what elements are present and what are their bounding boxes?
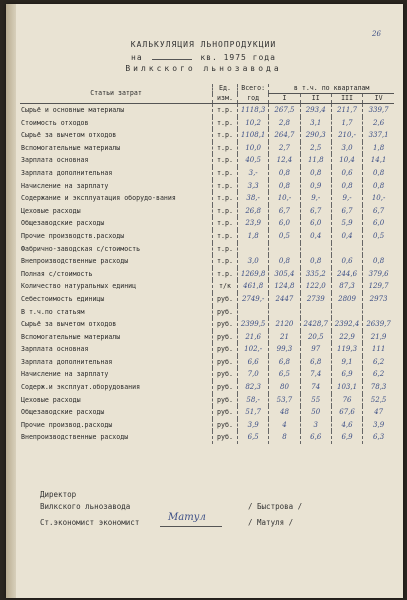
- cost-table: [20, 84, 394, 444]
- row-quarter-4-value: 379,6: [363, 268, 394, 281]
- document-title: КАЛЬКУЛЯЦИЯ ЛЬНОПРОДУКЦИИ: [130, 40, 277, 49]
- table-row: [20, 255, 394, 268]
- row-unit: т.р.: [213, 217, 238, 230]
- row-total-value: 10,0: [238, 142, 269, 155]
- subtitle-prefix: на: [131, 53, 143, 62]
- row-unit: т.р.: [213, 243, 238, 256]
- row-quarter-2-value: 6,0: [300, 217, 331, 230]
- table-row: [20, 293, 394, 306]
- header-quarters: в т.ч. по кварталам: [269, 84, 394, 94]
- row-quarter-2-value: 335,2: [300, 268, 331, 281]
- row-total-value: 3,-: [238, 167, 269, 180]
- row-total-value: 6,5: [238, 431, 269, 444]
- table-row: [20, 331, 394, 344]
- row-unit: руб.: [213, 394, 238, 407]
- row-total-value: 1269,8: [238, 268, 269, 281]
- row-quarter-4-value: 2973: [363, 293, 394, 306]
- row-quarter-2-value: 0,9: [300, 180, 331, 193]
- row-quarter-1-value: 124,8: [269, 280, 300, 293]
- binding-edge: [6, 4, 16, 598]
- table-row: [20, 419, 394, 432]
- row-total-value: 3,9: [238, 419, 269, 432]
- row-quarter-3-value: 9,-: [331, 192, 362, 205]
- row-total-value: 3,3: [238, 180, 269, 193]
- row-quarter-2-value: 50: [300, 406, 331, 419]
- row-quarter-3-value: 119,3: [331, 343, 362, 356]
- row-unit: т.р.: [213, 129, 238, 142]
- row-total-value: 38,-: [238, 192, 269, 205]
- row-total-value: 82,3: [238, 381, 269, 394]
- row-quarter-2-value: 293,4: [300, 104, 331, 117]
- row-label: В т.ч.по статьям: [21, 307, 85, 316]
- row-quarter-2-value: 6,8: [300, 356, 331, 369]
- row-quarter-3-value: 4,6: [331, 419, 362, 432]
- row-quarter-4-value: 0,5: [363, 230, 394, 243]
- row-quarter-4-value: 52,5: [363, 394, 394, 407]
- table-row: [20, 243, 394, 256]
- row-quarter-1-value: 2120: [269, 318, 300, 331]
- row-unit: руб.: [213, 356, 238, 369]
- row-quarter-2-value: 0,8: [300, 255, 331, 268]
- row-quarter-1-value: 21: [269, 331, 300, 344]
- row-quarter-1-value: 0,8: [269, 180, 300, 193]
- row-label: Общезаводские расходы: [21, 408, 105, 417]
- row-label: Общезаводские расходы: [21, 219, 105, 228]
- row-quarter-3-value: 87,3: [331, 280, 362, 293]
- row-label: Стоимость отходов: [21, 118, 89, 127]
- row-quarter-3-value: 244,6: [331, 268, 362, 281]
- row-quarter-1-value: [269, 243, 300, 256]
- row-quarter-3-value: 6,9: [331, 368, 362, 381]
- row-label: Прочие производств.расходы: [21, 231, 125, 240]
- header-total-1: Всего:: [238, 84, 269, 94]
- row-quarter-2-value: 2739: [300, 293, 331, 306]
- row-label: Цеховые расходы: [21, 395, 81, 404]
- table-row: [20, 381, 394, 394]
- row-quarter-4-value: 6,3: [363, 431, 394, 444]
- row-quarter-4-value: 6,2: [363, 356, 394, 369]
- row-unit: т.р.: [213, 117, 238, 130]
- row-total-value: 1118,3: [238, 104, 269, 117]
- row-unit: т/к: [213, 280, 238, 293]
- row-label: Зарплата основная: [21, 345, 89, 354]
- row-quarter-3-value: 0,8: [331, 180, 362, 193]
- footer-economist-name: / Матуля /: [248, 518, 294, 527]
- row-quarter-3-value: 0,6: [331, 255, 362, 268]
- table-row: [20, 192, 394, 205]
- quarter-blank: [152, 52, 192, 60]
- document-subtitle: [0, 52, 407, 62]
- row-unit: т.р.: [213, 104, 238, 117]
- row-quarter-1-value: 8: [269, 431, 300, 444]
- row-total-value: 2399,5: [238, 318, 269, 331]
- row-quarter-3-value: 76: [331, 394, 362, 407]
- row-quarter-1-value: 10,-: [269, 192, 300, 205]
- row-quarter-2-value: 290,3: [300, 129, 331, 142]
- row-quarter-3-value: [331, 243, 362, 256]
- row-quarter-3-value: 210,-: [331, 129, 362, 142]
- row-quarter-3-value: 0,4: [331, 230, 362, 243]
- row-quarter-1-value: 264,7: [269, 129, 300, 142]
- table-row: [20, 280, 394, 293]
- row-total-value: 1,8: [238, 230, 269, 243]
- table-row: [20, 129, 394, 142]
- table-row: [20, 117, 394, 130]
- row-unit: т.р.: [213, 268, 238, 281]
- row-quarter-3-value: 6,9: [331, 431, 362, 444]
- row-quarter-4-value: 129,7: [363, 280, 394, 293]
- row-quarter-2-value: 0,4: [300, 230, 331, 243]
- row-quarter-3-value: 1,7: [331, 117, 362, 130]
- row-quarter-1-value: 267,5: [269, 104, 300, 117]
- row-quarter-3-value: 211,7: [331, 104, 362, 117]
- header-q1: I: [269, 94, 300, 104]
- row-quarter-1-value: 0,5: [269, 230, 300, 243]
- row-label: Внепроизводственные расходы: [21, 257, 129, 266]
- row-label: Зарплата дополнительная: [21, 168, 113, 177]
- row-total-value: 51,7: [238, 406, 269, 419]
- row-quarter-2-value: 11,8: [300, 154, 331, 167]
- row-quarter-2-value: 97: [300, 343, 331, 356]
- row-quarter-4-value: 0,8: [363, 255, 394, 268]
- row-quarter-2-value: 0,8: [300, 167, 331, 180]
- row-label: Начисление на зарплату: [21, 370, 109, 379]
- row-label: Зарплата дополнительная: [21, 357, 113, 366]
- table-row: [20, 431, 394, 444]
- row-quarter-1-value: 4: [269, 419, 300, 432]
- row-quarter-4-value: 111: [363, 343, 394, 356]
- table-header-row-1: [20, 84, 394, 94]
- table-row: [20, 343, 394, 356]
- row-unit: руб.: [213, 318, 238, 331]
- table-row: [20, 217, 394, 230]
- header-q3: III: [331, 94, 362, 104]
- row-label: Вспомогательные материалы: [21, 143, 121, 152]
- row-quarter-3-value: 103,1: [331, 381, 362, 394]
- footer-plant: Вилкского льнозавода: [40, 502, 131, 511]
- row-label: Содержание и эксплуатация оборудо-вания: [21, 194, 176, 203]
- row-quarter-4-value: 14,1: [363, 154, 394, 167]
- row-quarter-1-value: 305,4: [269, 268, 300, 281]
- row-quarter-2-value: 6,6: [300, 431, 331, 444]
- row-quarter-2-value: [300, 306, 331, 319]
- footer-economist: Ст.экономист экономист: [40, 518, 140, 527]
- row-unit: руб.: [213, 343, 238, 356]
- row-quarter-2-value: 20,5: [300, 331, 331, 344]
- row-label: Содерж.и эксплуат.оборудования: [21, 383, 141, 392]
- row-quarter-2-value: 74: [300, 381, 331, 394]
- table-row: [20, 180, 394, 193]
- row-quarter-4-value: [363, 243, 394, 256]
- table-row: [20, 154, 394, 167]
- row-quarter-3-value: 2809: [331, 293, 362, 306]
- header-unit-1: Ед.: [213, 84, 238, 94]
- row-label: Вспомогательные материалы: [21, 332, 121, 341]
- row-quarter-4-value: 6,7: [363, 205, 394, 218]
- row-total-value: 6,6: [238, 356, 269, 369]
- row-quarter-1-value: 6,8: [269, 356, 300, 369]
- row-quarter-3-value: 3,0: [331, 142, 362, 155]
- row-unit: т.р.: [213, 230, 238, 243]
- row-quarter-3-value: 67,6: [331, 406, 362, 419]
- footer-director: Директор: [40, 490, 77, 499]
- row-unit: руб.: [213, 419, 238, 432]
- row-quarter-4-value: 2639,7: [363, 318, 394, 331]
- row-quarter-3-value: [331, 306, 362, 319]
- row-quarter-4-value: 0,8: [363, 180, 394, 193]
- row-quarter-4-value: 337,1: [363, 129, 394, 142]
- row-label: Сырьё за вычетом отходов: [21, 131, 117, 140]
- row-label: Цеховые расходы: [21, 206, 81, 215]
- table-row: [20, 167, 394, 180]
- row-quarter-4-value: 6,0: [363, 217, 394, 230]
- row-quarter-4-value: 47: [363, 406, 394, 419]
- row-quarter-4-value: [363, 306, 394, 319]
- row-total-value: 10,2: [238, 117, 269, 130]
- row-total-value: 461,8: [238, 280, 269, 293]
- row-unit: т.р.: [213, 192, 238, 205]
- row-quarter-1-value: 12,4: [269, 154, 300, 167]
- row-quarter-2-value: 2,5: [300, 142, 331, 155]
- row-unit: т.р.: [213, 154, 238, 167]
- row-quarter-1-value: 2,7: [269, 142, 300, 155]
- row-label: Внепроизводственные расходы: [21, 433, 129, 442]
- row-quarter-4-value: 339,7: [363, 104, 394, 117]
- row-quarter-1-value: 80: [269, 381, 300, 394]
- row-quarter-4-value: 10,-: [363, 192, 394, 205]
- row-unit: руб.: [213, 406, 238, 419]
- row-quarter-4-value: 3,9: [363, 419, 394, 432]
- page-number: 26: [372, 30, 381, 38]
- header-name: Статьи затрат: [20, 84, 213, 104]
- row-label: Сырьё и основные материалы: [21, 106, 125, 114]
- header-total-2: год: [238, 94, 269, 104]
- row-quarter-4-value: 1,8: [363, 142, 394, 155]
- row-quarter-1-value: 0,8: [269, 255, 300, 268]
- row-quarter-1-value: 6,5: [269, 368, 300, 381]
- row-label: Начисление на зарплату: [21, 181, 109, 190]
- row-label: Зарплата основная: [21, 156, 89, 165]
- row-unit: руб.: [213, 381, 238, 394]
- row-total-value: 1108,1: [238, 129, 269, 142]
- row-total-value: [238, 243, 269, 256]
- table-row: [20, 394, 394, 407]
- row-unit: т.р.: [213, 205, 238, 218]
- row-unit: т.р.: [213, 180, 238, 193]
- row-quarter-1-value: 48: [269, 406, 300, 419]
- row-quarter-1-value: 2,8: [269, 117, 300, 130]
- table-row: [20, 268, 394, 281]
- row-quarter-3-value: 5,9: [331, 217, 362, 230]
- row-quarter-1-value: 53,7: [269, 394, 300, 407]
- table-row: [20, 142, 394, 155]
- row-quarter-2-value: 3: [300, 419, 331, 432]
- row-unit: руб.: [213, 306, 238, 319]
- row-unit: руб.: [213, 431, 238, 444]
- table-row: [20, 406, 394, 419]
- row-quarter-3-value: 2392,4: [331, 318, 362, 331]
- row-total-value: 26,8: [238, 205, 269, 218]
- row-label: Себестоимость единицы: [21, 294, 105, 303]
- row-quarter-4-value: 78,3: [363, 381, 394, 394]
- row-total-value: [238, 306, 269, 319]
- row-quarter-4-value: 2,6: [363, 117, 394, 130]
- footer-director-name: / Быстрова /: [248, 502, 303, 511]
- row-quarter-2-value: [300, 243, 331, 256]
- row-quarter-2-value: 122,0: [300, 280, 331, 293]
- row-unit: т.р.: [213, 167, 238, 180]
- row-total-value: 2749,-: [238, 293, 269, 306]
- row-unit: т.р.: [213, 255, 238, 268]
- row-quarter-1-value: 6,0: [269, 217, 300, 230]
- signature-line: [160, 526, 222, 527]
- row-total-value: 40,5: [238, 154, 269, 167]
- header-unit-2: изм.: [213, 94, 238, 104]
- row-quarter-2-value: 55: [300, 394, 331, 407]
- table-row: [20, 230, 394, 243]
- row-label: Количество натуральных единиц: [21, 282, 137, 291]
- row-quarter-1-value: 99,3: [269, 343, 300, 356]
- row-unit: руб.: [213, 368, 238, 381]
- table-row: [20, 306, 394, 319]
- row-quarter-3-value: 9,1: [331, 356, 362, 369]
- subtitle-suffix: кв. 1975 года: [200, 53, 276, 62]
- table-row: [20, 368, 394, 381]
- row-total-value: 7,0: [238, 368, 269, 381]
- row-quarter-3-value: 10,4: [331, 154, 362, 167]
- table-row: [20, 356, 394, 369]
- row-total-value: 23,9: [238, 217, 269, 230]
- row-quarter-2-value: 9,-: [300, 192, 331, 205]
- row-total-value: 3,0: [238, 255, 269, 268]
- row-quarter-2-value: 6,7: [300, 205, 331, 218]
- row-label: Прочие производ.расходы: [21, 420, 113, 429]
- row-unit: т.р.: [213, 142, 238, 155]
- table-row: [20, 104, 394, 117]
- row-quarter-3-value: 22,9: [331, 331, 362, 344]
- plant-name: Вилкского льнозавода: [125, 64, 282, 73]
- row-quarter-3-value: 0,6: [331, 167, 362, 180]
- row-quarter-1-value: 2447: [269, 293, 300, 306]
- row-quarter-4-value: 6,2: [363, 368, 394, 381]
- row-label: Полная с/стоимость: [21, 269, 93, 278]
- row-quarter-1-value: 6,7: [269, 205, 300, 218]
- handwritten-signature: Матул: [168, 512, 206, 523]
- row-total-value: 58,-: [238, 394, 269, 407]
- row-quarter-3-value: 6,7: [331, 205, 362, 218]
- row-quarter-2-value: 2428,7: [300, 318, 331, 331]
- row-unit: руб.: [213, 331, 238, 344]
- row-quarter-4-value: 0,8: [363, 167, 394, 180]
- row-quarter-1-value: 0,8: [269, 167, 300, 180]
- row-total-value: 102,-: [238, 343, 269, 356]
- row-quarter-1-value: [269, 306, 300, 319]
- row-quarter-4-value: 21,9: [363, 331, 394, 344]
- row-quarter-2-value: 3,1: [300, 117, 331, 130]
- row-unit: руб.: [213, 293, 238, 306]
- header-q2: II: [300, 94, 331, 104]
- table-row: [20, 205, 394, 218]
- row-quarter-2-value: 7,4: [300, 368, 331, 381]
- row-label: Фабрично-заводская с/стоимость: [21, 244, 141, 253]
- row-total-value: 21,6: [238, 331, 269, 344]
- table-row: [20, 318, 394, 331]
- row-label: Сырьё за вычетом отходов: [21, 320, 117, 329]
- header-q4: IV: [363, 94, 394, 104]
